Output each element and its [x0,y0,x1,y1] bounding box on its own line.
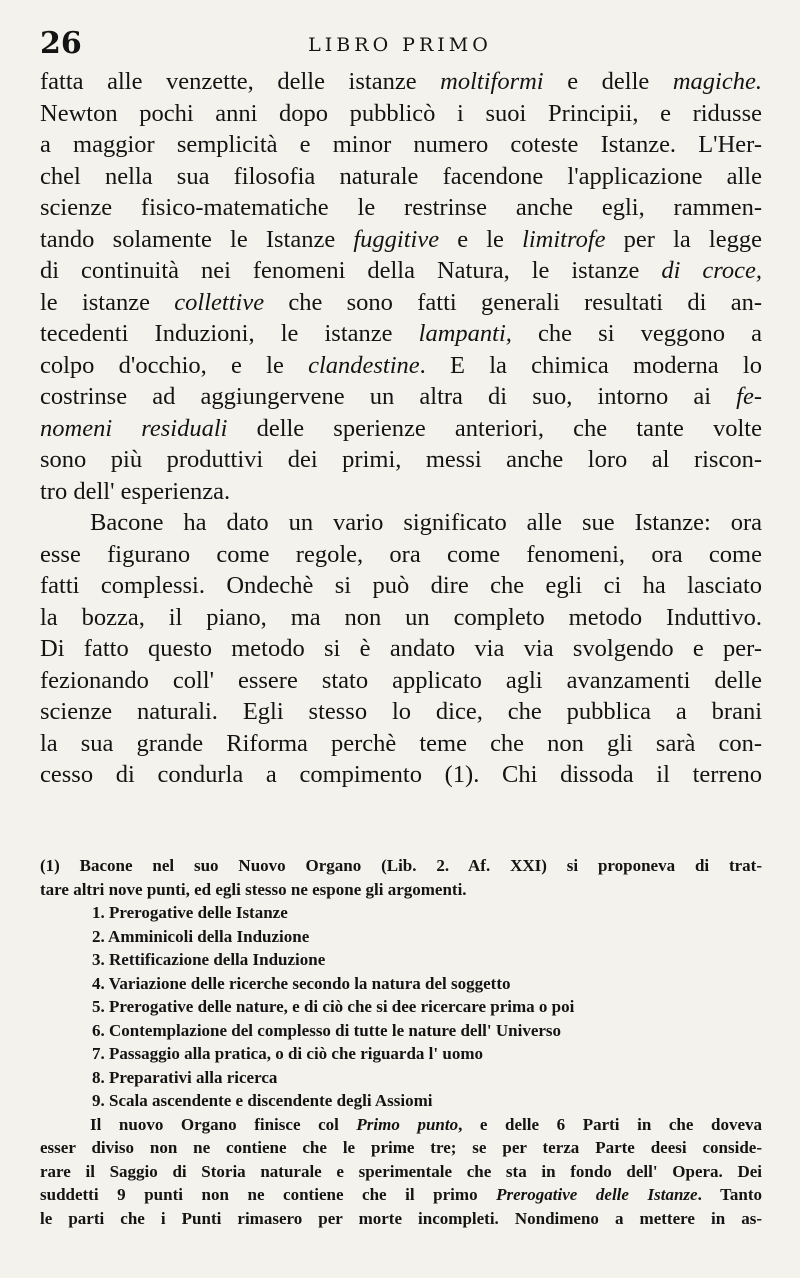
footnote-intro [40,854,762,901]
text-run: sono più produttivi dei primi, messi anche loro al riscon- [40,446,762,473]
italic-term: limitrofe [522,225,606,253]
text-run: le istanze [40,288,175,316]
footnote-list-item: 1. Prerogative delle Istanze [92,903,288,922]
text-run: le parti che i Punti rimasero per morte incompleti. Nondimeno a mettere in as- [40,1208,762,1228]
text-run: chel nella sua filosofia naturale facendone l'applicazione alle [40,162,762,190]
text-line [40,728,762,760]
text-run: colpo d'occhio, e le [40,351,309,379]
text-line [40,287,762,319]
footnote-line [40,1160,762,1184]
text-run: esse figurano come regole, ora come fenomeni, ora come [40,540,762,568]
text-line [40,224,762,256]
text-line [40,381,762,413]
text-run: suddetti 9 punti non ne contiene che il primo [40,1185,497,1204]
text-run: di continuità nei fenomeni della Natura, le istanze [40,257,662,284]
footnote-list-item: 3. Rettificazione della Induzione [92,950,326,969]
text-line [40,633,762,665]
italic-term: nomeni residuali [40,414,228,442]
main-text [40,66,762,791]
text-line [40,507,762,539]
text-run: delle sperienze anteriori, che tante volte [227,414,762,442]
footnote-list-item: 8. Preparativi alla ricerca [92,1067,278,1087]
italic-term: fe- [736,383,762,410]
text-line [40,350,762,382]
footnote-line: tare altri nove punti, ed egli stesso ne espone gli argomenti. [40,879,467,899]
text-line [40,161,762,193]
italic-term: moltiformi [440,68,544,95]
text-run: tando solamente le Istanze [40,225,354,253]
text-run: scienze naturali. Egli stesso lo dice, che pubblica a brani [40,698,762,725]
text-run: scienze fisico-matematiche le restrinse anche egli, rammen- [40,194,762,221]
text-line [40,696,762,728]
text-run: fatta alle venzette, delle istanze [40,68,441,95]
running-title: LIBRO PRIMO [308,34,492,56]
text-run: . Tanto [697,1185,762,1204]
text-line [40,570,762,602]
text-line [40,759,762,791]
text-run: la sua grande Riforma perchè teme che non gli sarà con- [40,729,762,757]
footnote-list-item: 4. Variazione delle ricerche secondo la natura del soggetto [92,973,511,993]
text-line [40,444,762,476]
text-line [40,539,762,571]
italic-term: Prerogative delle Istanze [496,1185,698,1204]
footnote-line [40,1113,762,1137]
footnote [40,854,762,1230]
text-line [40,129,762,161]
text-run: rare il Saggio di Storia naturale e sperimentale che sta in fondo dell' Opera. Dei [40,1161,762,1181]
italic-term: clandestine [308,351,420,379]
page-header [40,26,760,66]
text-run: Di fatto questo metodo si è andato via via svolgendo e per- [40,635,762,662]
footnote-list-item: 9. Scala ascendente e discendente degli Assiomi [92,1091,433,1110]
text-run: la bozza, il piano, ma non un completo metodo Induttivo. [40,603,762,631]
italic-term: di croce, [661,257,762,284]
text-run: Newton pochi anni dopo pubblicò i suoi Principii, e ridusse [40,99,762,127]
text-line [40,413,762,445]
text-line [40,192,762,224]
footnote-list-item: 5. Prerogative delle nature, e di ciò che si dee ricercare prima o poi [92,997,575,1016]
text-run: fezionando coll' essere stato applicato agli avanzamenti delle [40,666,762,694]
text-line [40,602,762,634]
text-run: tro dell' esperienza. [40,477,231,505]
text-run: fatti complessi. Ondechè si può dire che egli ci ha lasciato [40,572,762,599]
text-line [40,476,762,508]
text-line [40,98,762,130]
footnote-line [40,1136,762,1160]
text-run: , e delle 6 Parti in che doveva [458,1114,762,1134]
text-line [40,318,762,350]
text-run: che si veggono a [511,320,762,347]
text-run: a maggior semplicità e minor numero coteste Istanze. L'Her- [40,131,762,158]
text-line [40,665,762,697]
text-run: . E la chimica moderna lo [419,351,762,379]
text-run: esser diviso non ne contiene che le prime tre; se per terza Parte deesi conside- [40,1138,762,1157]
text-run: Il nuovo Organo finisce col [90,1114,357,1134]
footnote-closing [40,1113,762,1231]
footnote-list-item: 2. Amminicoli della Induzione [92,926,310,946]
footnote-line [40,1183,762,1207]
text-line [40,255,762,287]
footnote-list-item: 7. Passaggio alla pratica, o di ciò che riguarda l' uomo [92,1044,483,1063]
footnote-list [40,901,762,1113]
page-number: 26 [40,26,82,61]
text-run: tecedenti Induzioni, le istanze [40,320,419,347]
text-run: e delle [543,68,673,95]
footnote-line [40,1207,762,1231]
italic-term: Primo punto [356,1114,459,1134]
footnote-line: (1) Bacone nel suo Nuovo Organo (Lib. 2. Af. XXI) si proponeva di trat- [40,856,762,875]
italic-term: lampanti, [418,320,512,347]
text-run: Bacone ha dato un vario significato alle sue Istanze: ora [90,509,762,536]
text-line [40,66,762,98]
italic-term: fuggitive [353,225,440,253]
text-run: per la legge [605,225,762,253]
footnote-list-item: 6. Contemplazione del complesso di tutte le nature dell' Universo [92,1020,562,1040]
text-run: che sono fatti generali resultati di an- [264,288,762,316]
italic-term: magiche. [672,68,762,95]
text-run: costrinse ad aggiungervene un altra di suo, intorno ai [40,383,737,410]
text-run: e le [439,225,523,253]
italic-term: collettive [174,288,265,316]
text-run: cesso di condurla a compimento (1). Chi dissoda il terreno [40,761,762,788]
